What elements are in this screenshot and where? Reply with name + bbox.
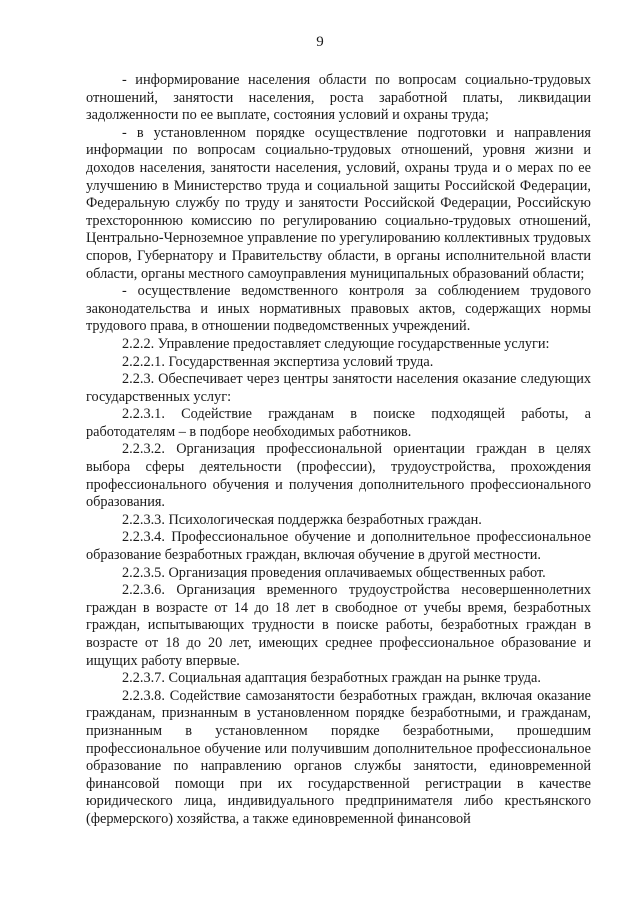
paragraph-2-2-3-3: 2.2.3.3. Психологическая поддержка безработных граждан.	[122, 511, 482, 528]
paragraph-2-2-2-1: 2.2.2.1. Государственная экспертиза условий труда.	[122, 353, 434, 370]
paragraph-2-2-3-5: 2.2.3.5. Организация проведения оплачиваемых общественных работ.	[122, 564, 546, 581]
document-body	[86, 72, 591, 829]
paragraph-informing: - информирование населения области по вопросам социально-трудовых отношений, занятости населения, роста заработной платы, ликвидации задолженности по ее выплате, состояния условий и охраны труда;	[86, 72, 591, 124]
paragraph-2-2-3-1: 2.2.3.1. Содействие гражданам в поиске подходящей работы, а работодателям – в подборе необходимых работников.	[86, 406, 591, 440]
paragraph-2-2-2: 2.2.2. Управление предоставляет следующие государственные услуги:	[122, 335, 550, 352]
paragraph-information-submission: - в установленном порядке осуществление подготовки и направления информации по вопросам социально-трудовых отношений, уровня жизни и доходов населения, занятости населения, условий, охраны труда и о мерах по ее улучшению в Министерство труда и социальной защиты Российской Федерации, Федеральную службу по труду и занятости Российской Федерации, Российскую трехстороннюю комиссию по регулированию социально-трудовых отношений, Центрально-Черноземное управление по урегулированию коллективных трудовых споров, Губернатору и Правительству области, в органы исполнительной власти области, органы местного самоуправления муниципальных образований области;	[86, 124, 591, 282]
page-number: 9	[316, 34, 324, 50]
paragraph-2-2-3-7: 2.2.3.7. Социальная адаптация безработных граждан на рынке труда.	[122, 670, 541, 687]
paragraph-2-2-3-8: 2.2.3.8. Содействие самозанятости безработных граждан, включая оказание гражданам, признанным в установленном порядке безработными, и гражданам, признанным в установленном порядке безработными, прошедшим профессиональное обучение или получившим дополнительное профессиональное образование по направлению органов службы занятости, единовременной финансовой помощи при их государственной регистрации в качестве юридического лица, индивидуального предпринимателя либо крестьянского (фермерского) хозяйства, а также единовременной финансовой	[86, 687, 591, 827]
paragraph-2-2-3-2: 2.2.3.2. Организация профессиональной ориентации граждан в целях выбора сферы деятельности (профессии), трудоустройства, прохождения профессионального обучения и получения дополнительного профессионального образования.	[86, 441, 591, 511]
paragraph-2-2-3-6: 2.2.3.6. Организация временного трудоустройства несовершеннолетних граждан в возрасте от 14 до 18 лет в свободное от учебы время, безработных граждан, испытывающих трудности в поиске работы, безработных граждан в возрасте от 18 до 20 лет, имеющих среднее профессиональное образование и ищущих работу впервые.	[86, 582, 591, 669]
paragraph-departmental-control: - осуществление ведомственного контроля за соблюдением трудового законодательства и иных нормативных правовых актов, содержащих нормы трудового права, в отношении подведомственных учреждений.	[86, 283, 591, 335]
paragraph-2-2-3: 2.2.3. Обеспечивает через центры занятости населения оказание следующих государственных услуг:	[86, 371, 591, 405]
paragraph-2-2-3-4: 2.2.3.4. Профессиональное обучение и дополнительное профессиональное образование безработных граждан, включая обучение в другой местности.	[86, 529, 591, 564]
